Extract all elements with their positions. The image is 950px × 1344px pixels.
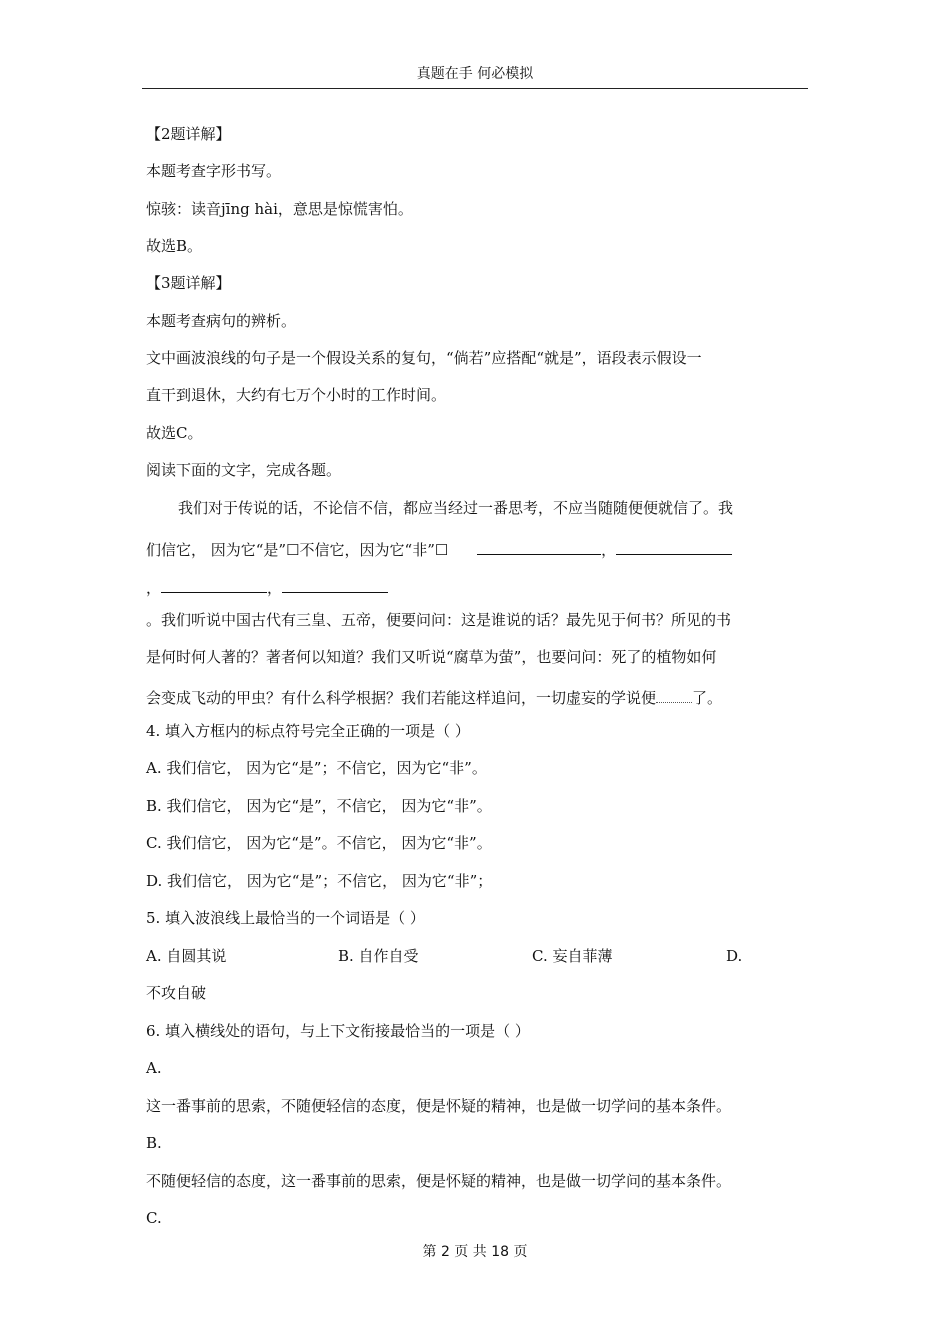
wavy-blank[interactable] [656,684,692,703]
q6-option-a-text[interactable]: 这一番事前的思索，不随便轻信的态度，便是怀疑的精神，也是做一切学问的基本条件。 [146,1097,732,1115]
passage-line-3 [146,574,388,599]
blank-comma-3: ， [267,579,283,597]
passage-line-6-end: 了。 [692,689,723,707]
q2-heading: 【2题详解】 [146,125,231,143]
passage-line-2 [146,536,732,561]
q4-stem: 4. 填入方框内的标点符号完全正确的一项是（ ） [146,722,470,740]
page-number: 第 2 页 共 18 页 [422,1244,528,1260]
page-footer [0,1242,950,1262]
passage-line-6 [146,684,722,709]
q4-option-c[interactable]: C. 我们信它， 因为它“是”。不信它， 因为它“非”。 [146,834,492,852]
q5-option-d[interactable]: D. [726,947,743,965]
q5-option-d-text[interactable]: 不攻自破 [146,984,207,1002]
passage-line-1: 我们对于传说的话，不论信不信，都应当经过一番思考，不应当随随便便就信了。我 [178,499,734,517]
blank-comma: ， [601,541,617,559]
q5-option-a[interactable]: A. 自圆其说 [146,947,227,965]
q4-option-a[interactable]: A. 我们信它， 因为它“是”；不信它，因为它“非”。 [146,759,487,777]
q2-line-1: 本题考查字形书写。 [146,162,282,180]
q6-option-a-label[interactable]: A. [146,1059,162,1077]
q2-line-3: 故选B。 [146,237,203,255]
q6-stem: 6. 填入横线处的语句，与上下文衔接最恰当的一项是（ ） [146,1022,530,1040]
q5-option-b[interactable]: B. 自作自受 [338,947,419,965]
answer-blank-2[interactable] [616,536,732,555]
passage-line-2-text: 们信它， 因为它“是”☐不信它，因为它“非”☐ [146,541,449,559]
q3-line-4: 故选C。 [146,424,203,442]
passage-intro: 阅读下面的文字，完成各题。 [146,461,342,479]
passage-line-5: 是何时何人著的？著者何以知道？我们又听说“腐草为萤”，也要问问：死了的植物如何 [146,648,717,666]
q5-option-c[interactable]: C. 妄自菲薄 [532,947,613,965]
q3-line-3: 直干到退休，大约有七万个小时的工作时间。 [146,386,447,404]
q2-line-2: 惊骇：读音jīng hài，意思是惊慌害怕。 [146,200,413,218]
answer-blank-4[interactable] [282,574,388,593]
q4-option-d[interactable]: D. 我们信它， 因为它“是”；不信它， 因为它“非”； [146,872,493,890]
page-header [142,64,808,89]
q3-heading: 【3题详解】 [146,274,231,292]
header-title: 真题在手 何必模拟 [416,66,534,82]
q3-line-1: 本题考查病句的辨析。 [146,312,297,330]
passage-line-6-text: 会变成飞动的甲虫？有什么科学根据？我们若能这样追问，一切虚妄的学说便 [146,689,657,707]
answer-blank-1[interactable] [477,536,601,555]
q6-option-b-text[interactable]: 不随便轻信的态度，这一番事前的思索，便是怀疑的精神，也是做一切学问的基本条件。 [146,1172,732,1190]
q3-line-2: 文中画波浪线的句子是一个假设关系的复句，“倘若”应搭配“就是”，语段表示假设一 [146,349,702,367]
q5-stem: 5. 填入波浪线上最恰当的一个词语是（ ） [146,909,425,927]
blank-comma-2: ， [146,579,162,597]
answer-blank-3[interactable] [161,574,267,593]
q4-option-b[interactable]: B. 我们信它， 因为它“是”，不信它， 因为它“非”。 [146,797,492,815]
q5-options-row [146,945,806,967]
q6-option-c-label[interactable]: C. [146,1209,162,1227]
q6-option-b-label[interactable]: B. [146,1134,162,1152]
passage-line-4: 。我们听说中国古代有三皇、五帝，便要问问：这是谁说的话？最先见于何书？所见的书 [146,611,732,629]
